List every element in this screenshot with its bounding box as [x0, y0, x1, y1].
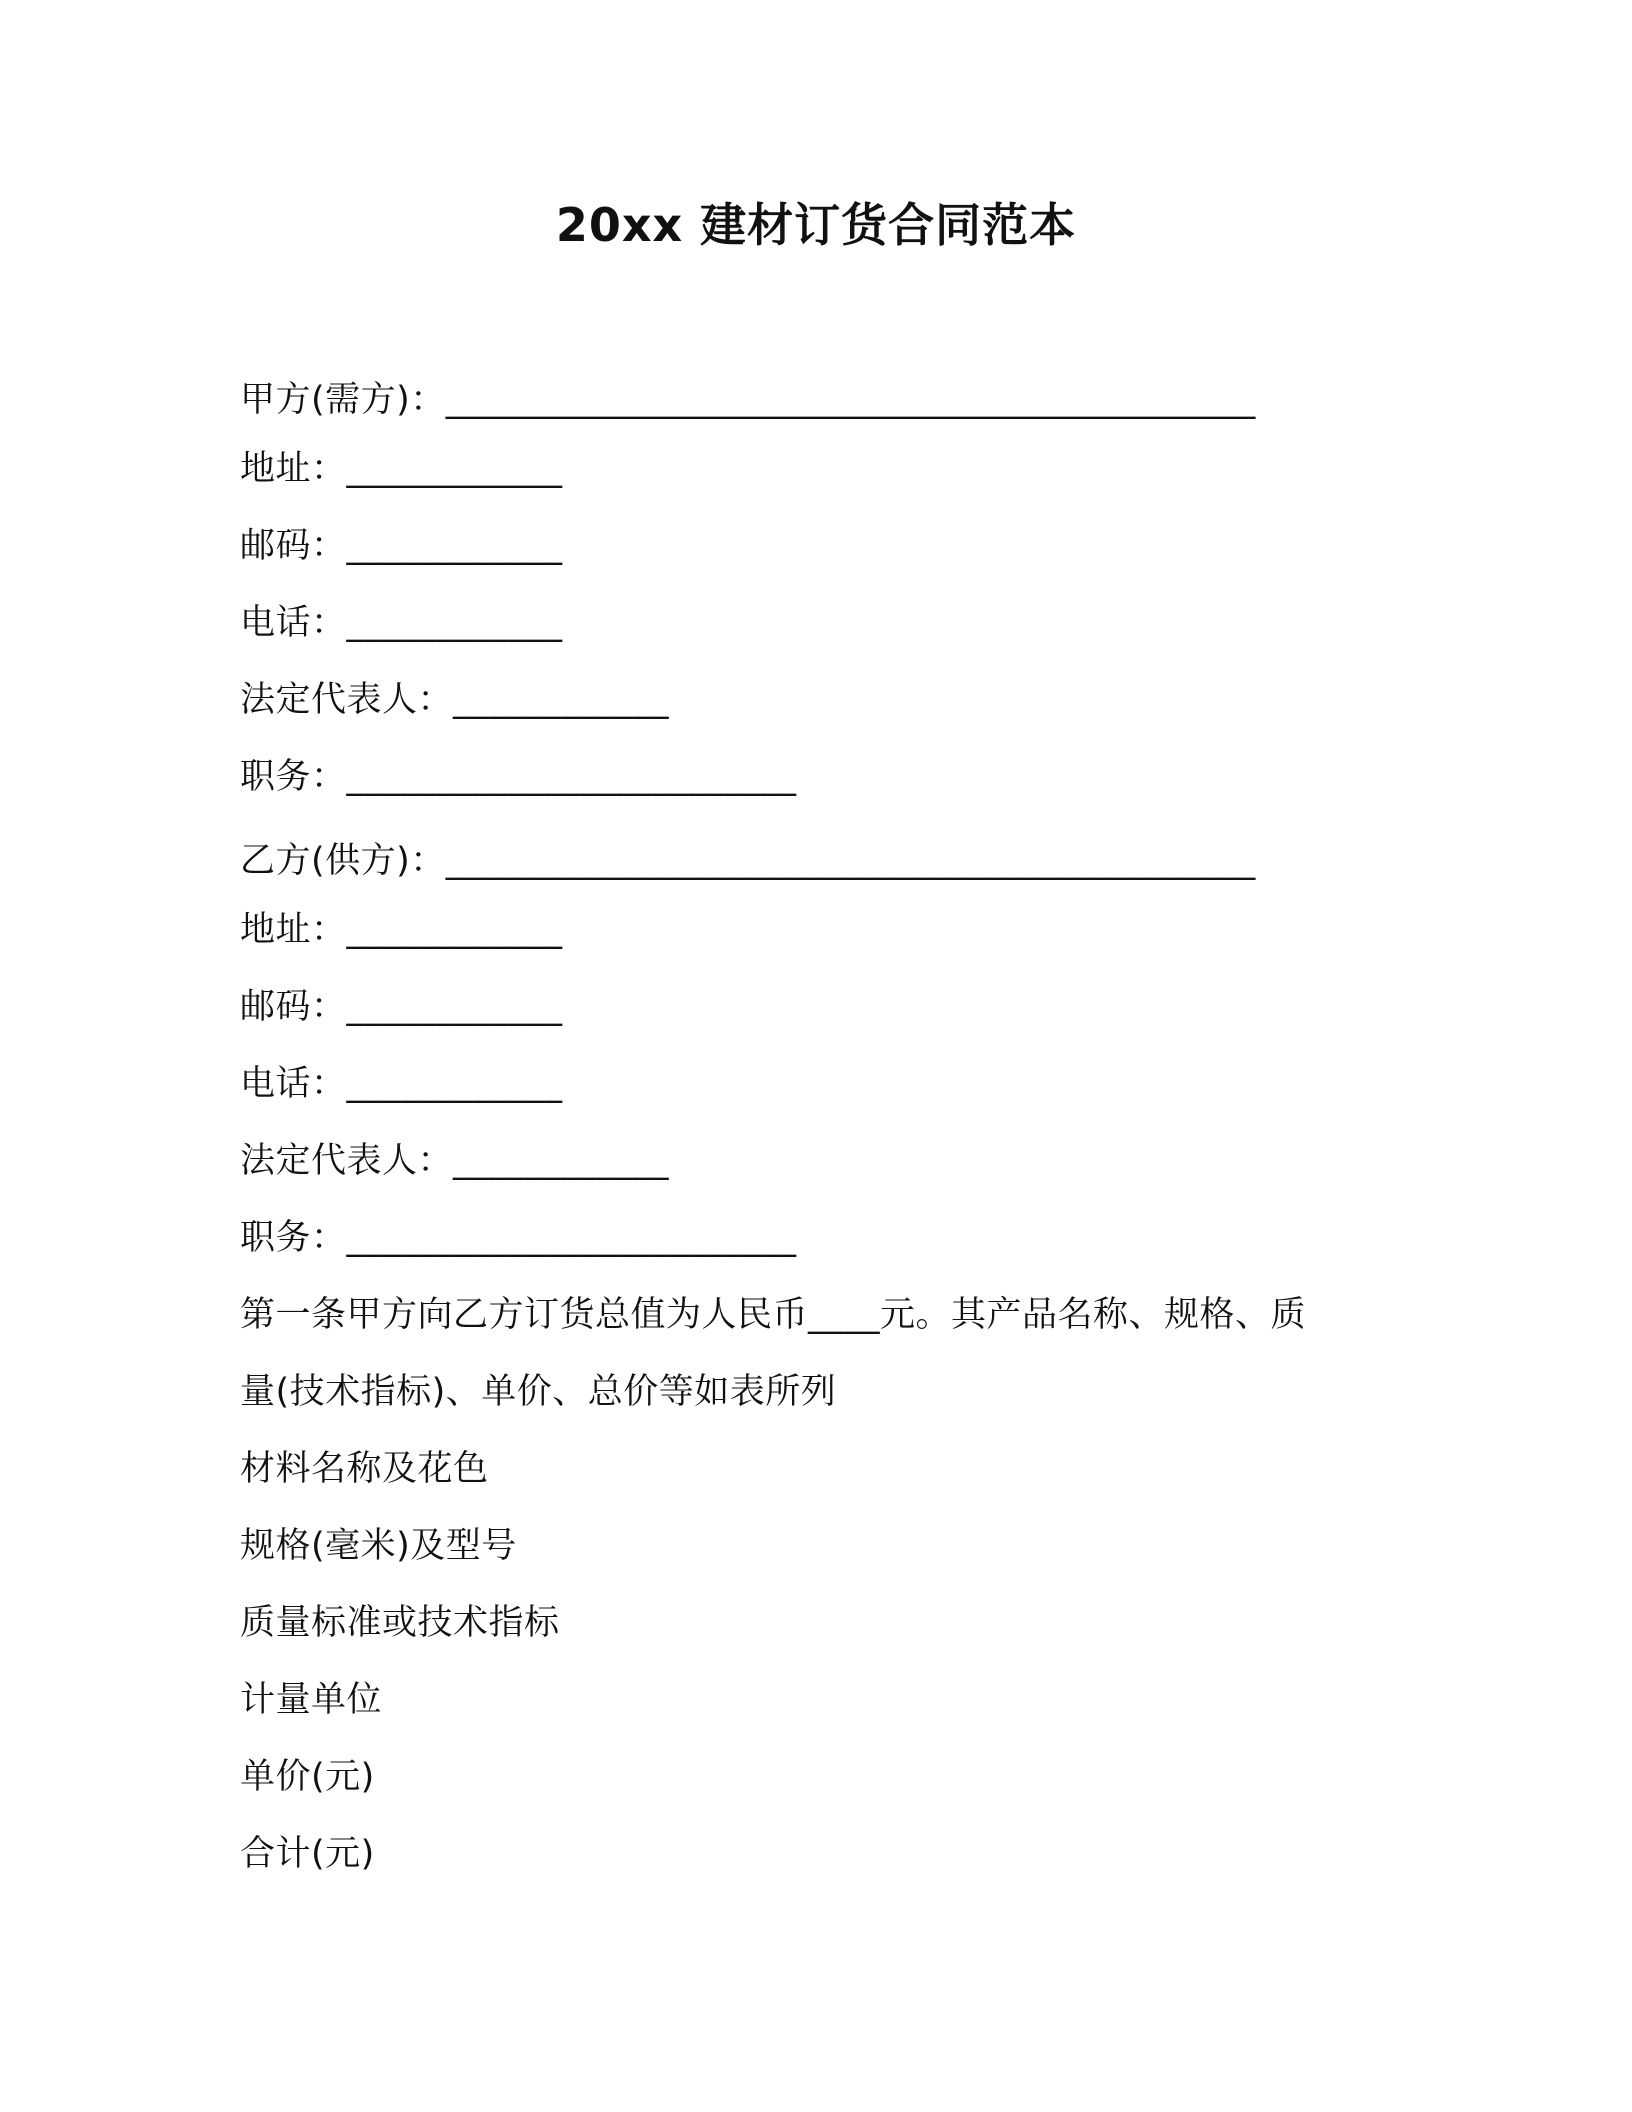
- table-header-spec-model: 规格(毫米)及型号: [240, 1526, 517, 1566]
- table-header-unit: 计量单位: [240, 1680, 383, 1720]
- document-title: 20xx 建材订货合同范本: [555, 198, 1077, 252]
- party-a-phone: 电话：____________: [240, 603, 563, 643]
- party-a-postcode: 邮码：____________: [240, 526, 563, 566]
- party-b-name-line: 乙方(供方)：_____________________________________________: [240, 841, 1256, 881]
- party-b-legal-rep: 法定代表人：____________: [240, 1141, 670, 1181]
- party-b-address: 地址：____________: [240, 910, 563, 950]
- table-header-quality-standard: 质量标准或技术指标: [240, 1603, 560, 1643]
- party-a-address: 地址：____________: [240, 449, 563, 489]
- party-a-legal-rep: 法定代表人：____________: [240, 680, 670, 720]
- party-a-name-line: 甲方(需方)：_____________________________________________: [240, 380, 1256, 420]
- article1-line2: 量(技术指标)、单价、总价等如表所列: [240, 1372, 837, 1412]
- table-header-material-name: 材料名称及花色: [240, 1449, 489, 1489]
- table-header-total: 合计(元): [240, 1834, 375, 1874]
- party-b-phone: 电话：____________: [240, 1064, 563, 1104]
- table-header-unit-price: 单价(元): [240, 1757, 375, 1797]
- article1-line1: 第一条甲方向乙方订货总值为人民币____元。其产品名称、规格、质: [240, 1295, 1307, 1335]
- party-b-postcode: 邮码：____________: [240, 987, 563, 1027]
- party-a-position: 职务：_________________________: [240, 757, 797, 797]
- party-b-position: 职务：_________________________: [240, 1218, 797, 1258]
